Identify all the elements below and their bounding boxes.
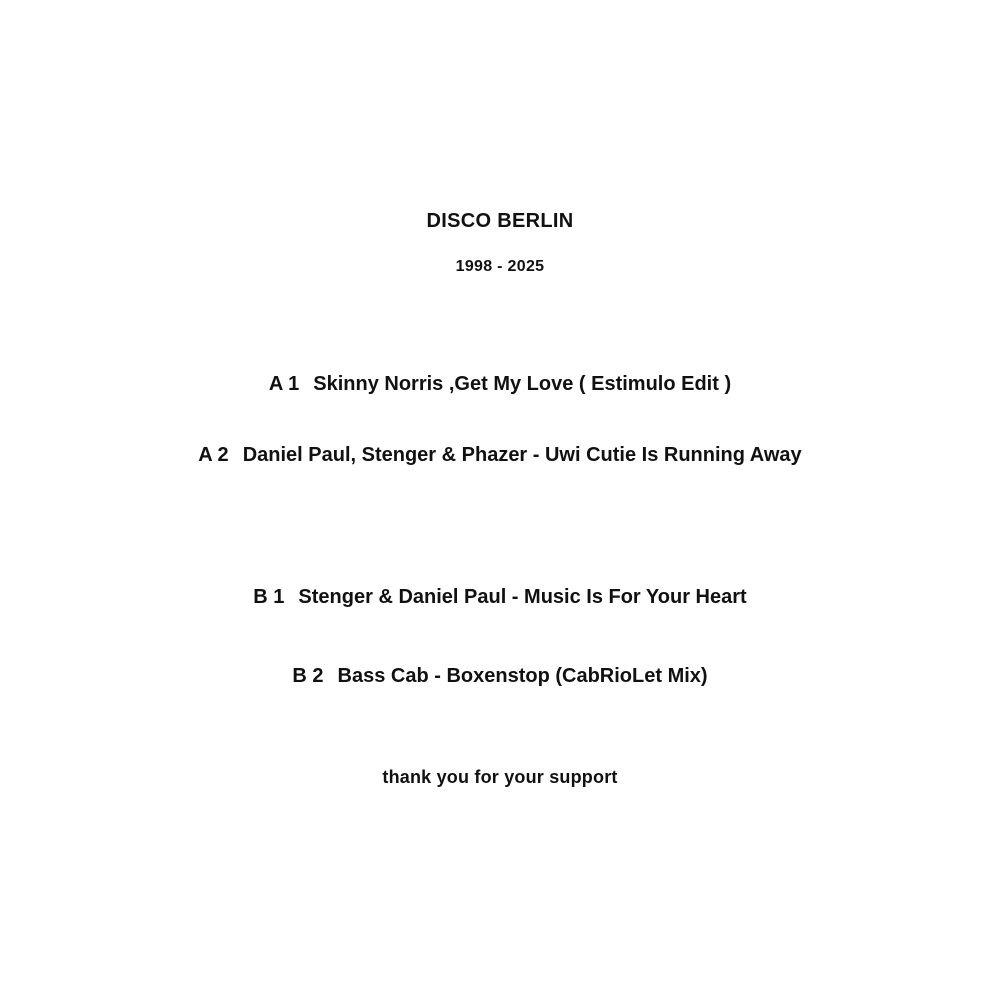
track-title: Stenger & Daniel Paul - Music Is For Your Heart [298, 586, 747, 608]
track-position: A 1 [268, 373, 300, 395]
tracklist-item-b2 [0, 666, 1000, 686]
track-position: A 2 [198, 444, 229, 466]
track-position: B 1 [253, 586, 285, 608]
track-title: Bass Cab - Boxenstop (CabRioLet Mix) [337, 665, 708, 687]
track-title: Skinny Norris ,Get My Love ( Estimulo Edit ) [313, 373, 732, 395]
year-range: 1998 - 2025 [455, 258, 545, 275]
page-title: DISCO BERLIN [426, 210, 574, 232]
tracklist-item-b1 [0, 587, 1000, 607]
footer-message: thank you for your support [382, 767, 618, 787]
tracklist-item-a1 [0, 374, 1000, 394]
tracklist-item-a2 [0, 445, 1000, 465]
track-title: Daniel Paul, Stenger & Phazer - Uwi Cutie Is Running Away [242, 444, 802, 466]
track-position: B 2 [292, 665, 324, 687]
